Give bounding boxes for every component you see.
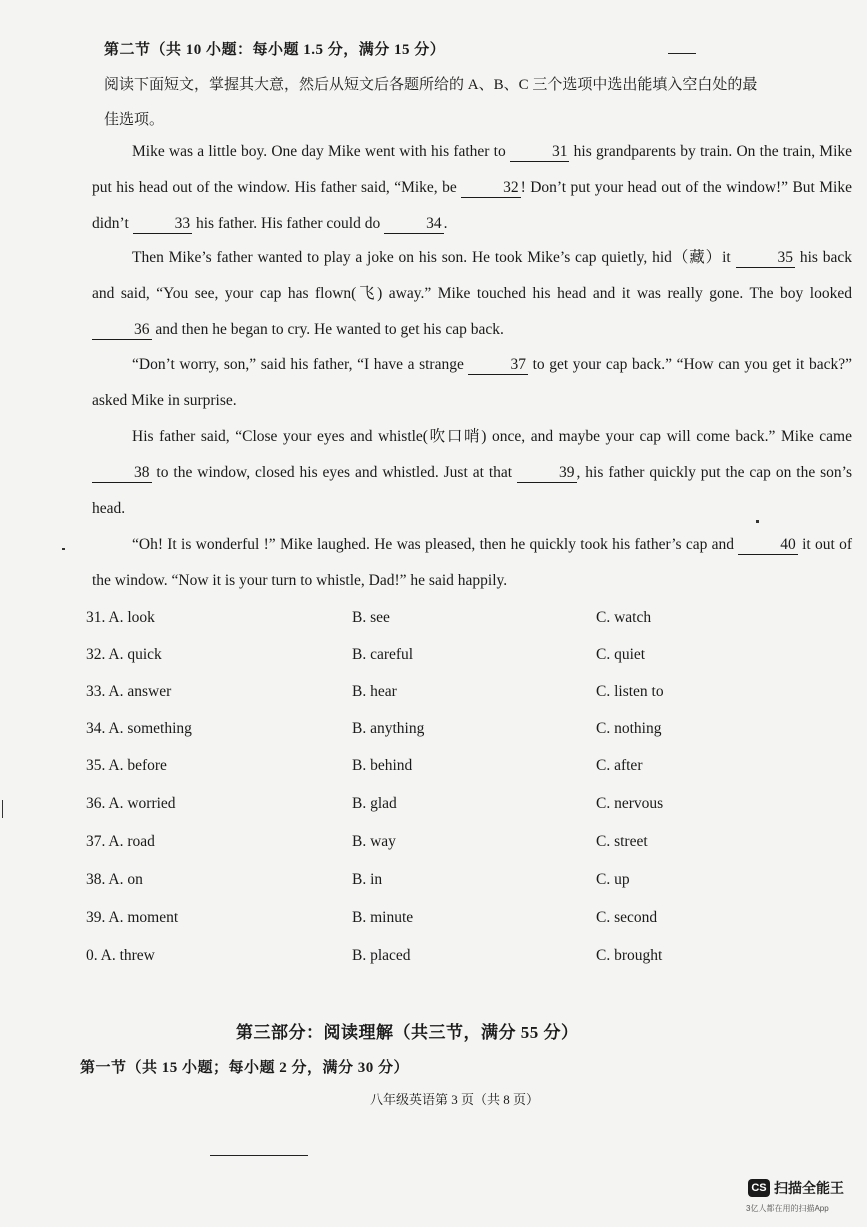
option-a: 31. A. look <box>86 609 155 626</box>
option-a: 38. A. on <box>86 871 143 888</box>
option-c: C. after <box>596 757 643 774</box>
option-row <box>0 795 867 819</box>
paragraph-text: “Don’t worry, son,” said his father, “I have a strange <box>132 356 469 373</box>
option-b: B. see <box>352 609 390 626</box>
passage-paragraph-5 <box>92 527 852 599</box>
option-a: 0. A. threw <box>86 947 155 964</box>
footer-rule <box>210 1155 308 1156</box>
paragraph-text: to get your cap back.” “How can you get it back?” asked Mike in surprise. <box>92 356 852 409</box>
option-c: C. brought <box>596 947 663 964</box>
passage-paragraph-4 <box>92 419 852 527</box>
option-a: 37. A. road <box>86 833 155 850</box>
cs-logo-icon: CS <box>748 1179 770 1197</box>
passage-paragraph-1 <box>92 134 852 242</box>
option-b: B. glad <box>352 795 397 812</box>
scanner-app-name: 扫描全能王 <box>774 1180 844 1196</box>
paragraph-text: his father. His father could do <box>192 215 385 232</box>
paragraph-text: , his father quickly put the cap on the son’s head. <box>92 464 852 517</box>
option-b: B. minute <box>352 909 414 926</box>
option-c: C. quiet <box>596 646 646 663</box>
scanner-app-tagline: 3亿人都在用的扫描App <box>746 1204 829 1213</box>
scan-mark <box>668 53 696 54</box>
option-row <box>0 871 867 895</box>
blank-39: 39 <box>517 464 577 483</box>
option-b: B. behind <box>352 757 413 774</box>
option-row <box>0 720 867 744</box>
paragraph-text: His father said, “Close your eyes and whistle(吹口哨) once, and maybe your cap will come back.” Mike came <box>132 428 852 445</box>
option-c: C. second <box>596 909 658 926</box>
passage-paragraph-2 <box>92 240 852 348</box>
paragraph-text: his grandparents by train. On the train, Mike put his head out of the window. His father said, “Mike, be <box>92 143 853 196</box>
paragraph-text: to the window, closed his eyes and whistled. Just at that <box>151 464 517 481</box>
paragraph-text: Then Mike’s father wanted to play a joke on his son. He took Mike’s cap quietly, hid（藏）it <box>132 249 736 266</box>
paragraph-text: “Oh! It is wonderful !” Mike laughed. He was pleased, then he quickly took his father’s cap and <box>132 536 739 553</box>
paragraph-text: . <box>443 215 448 232</box>
option-c: C. up <box>596 871 630 888</box>
paragraph-text: and then he began to cry. He wanted to get his cap back. <box>151 321 504 338</box>
paragraph-text: his back and said, “You see, your cap has flown(飞) away.” Mike touched his head and it was really gone. The boy looked <box>92 249 852 302</box>
blank-36: 36 <box>92 321 152 340</box>
paragraph-text: Mike was a little boy. One day Mike went with his father to <box>132 143 510 160</box>
option-a: 33. A. answer <box>86 683 172 700</box>
paragraph-text: it out of the window. “Now it is your turn to whistle, Dad!” he said happily. <box>92 536 852 589</box>
option-c: C. watch <box>596 609 652 626</box>
option-row <box>0 646 867 670</box>
option-b: B. careful <box>352 646 414 663</box>
option-row <box>0 833 867 857</box>
blank-31: 31 <box>510 143 570 162</box>
passage-paragraph-3 <box>92 347 852 419</box>
option-b: B. in <box>352 871 383 888</box>
blank-32: 32 <box>461 179 521 198</box>
section2-instruction-line2: 佳选项。 <box>104 112 165 128</box>
option-a: 34. A. something <box>86 720 192 737</box>
blank-40: 40 <box>738 536 798 555</box>
option-a: 32. A. quick <box>86 646 162 663</box>
part3-section1-heading: 第一节（共 15 小题；每小题 2 分，满分 30 分） <box>80 1060 410 1076</box>
option-c: C. street <box>596 833 648 850</box>
option-c: C. listen to <box>596 683 664 700</box>
option-row <box>0 609 867 633</box>
scan-speck <box>62 548 65 550</box>
section2-instruction-line1: 阅读下面短文，掌握其大意，然后从短文后各题所给的 A、B、C 三个选项中选出能填入空白处的最 <box>104 77 758 93</box>
option-row <box>0 947 867 971</box>
blank-34: 34 <box>384 215 444 234</box>
option-c: C. nervous <box>596 795 664 812</box>
option-row <box>0 683 867 707</box>
option-a: 36. A. worried <box>86 795 176 812</box>
option-b: B. way <box>352 833 396 850</box>
option-a: 39. A. moment <box>86 909 179 926</box>
blank-35: 35 <box>736 249 796 268</box>
option-b: B. placed <box>352 947 411 964</box>
scan-speck <box>756 520 759 523</box>
blank-33: 33 <box>133 215 193 234</box>
blank-38: 38 <box>92 464 152 483</box>
option-row <box>0 909 867 933</box>
page-footer: 八年级英语第 3 页（共 8 页） <box>370 1092 540 1107</box>
option-b: B. anything <box>352 720 425 737</box>
paragraph-text: ! Don’t put your head out of the window!” But Mike didn’t <box>92 179 852 232</box>
option-b: B. hear <box>352 683 397 700</box>
part3-title: 第三部分：阅读理解（共三节，满分 55 分） <box>236 1023 579 1042</box>
option-a: 35. A. before <box>86 757 167 774</box>
blank-37: 37 <box>468 356 528 375</box>
section2-heading: 第二节（共 10 小题：每小题 1.5 分，满分 15 分） <box>104 42 446 58</box>
option-row <box>0 757 867 781</box>
scan-speck <box>2 800 3 818</box>
option-c: C. nothing <box>596 720 662 737</box>
